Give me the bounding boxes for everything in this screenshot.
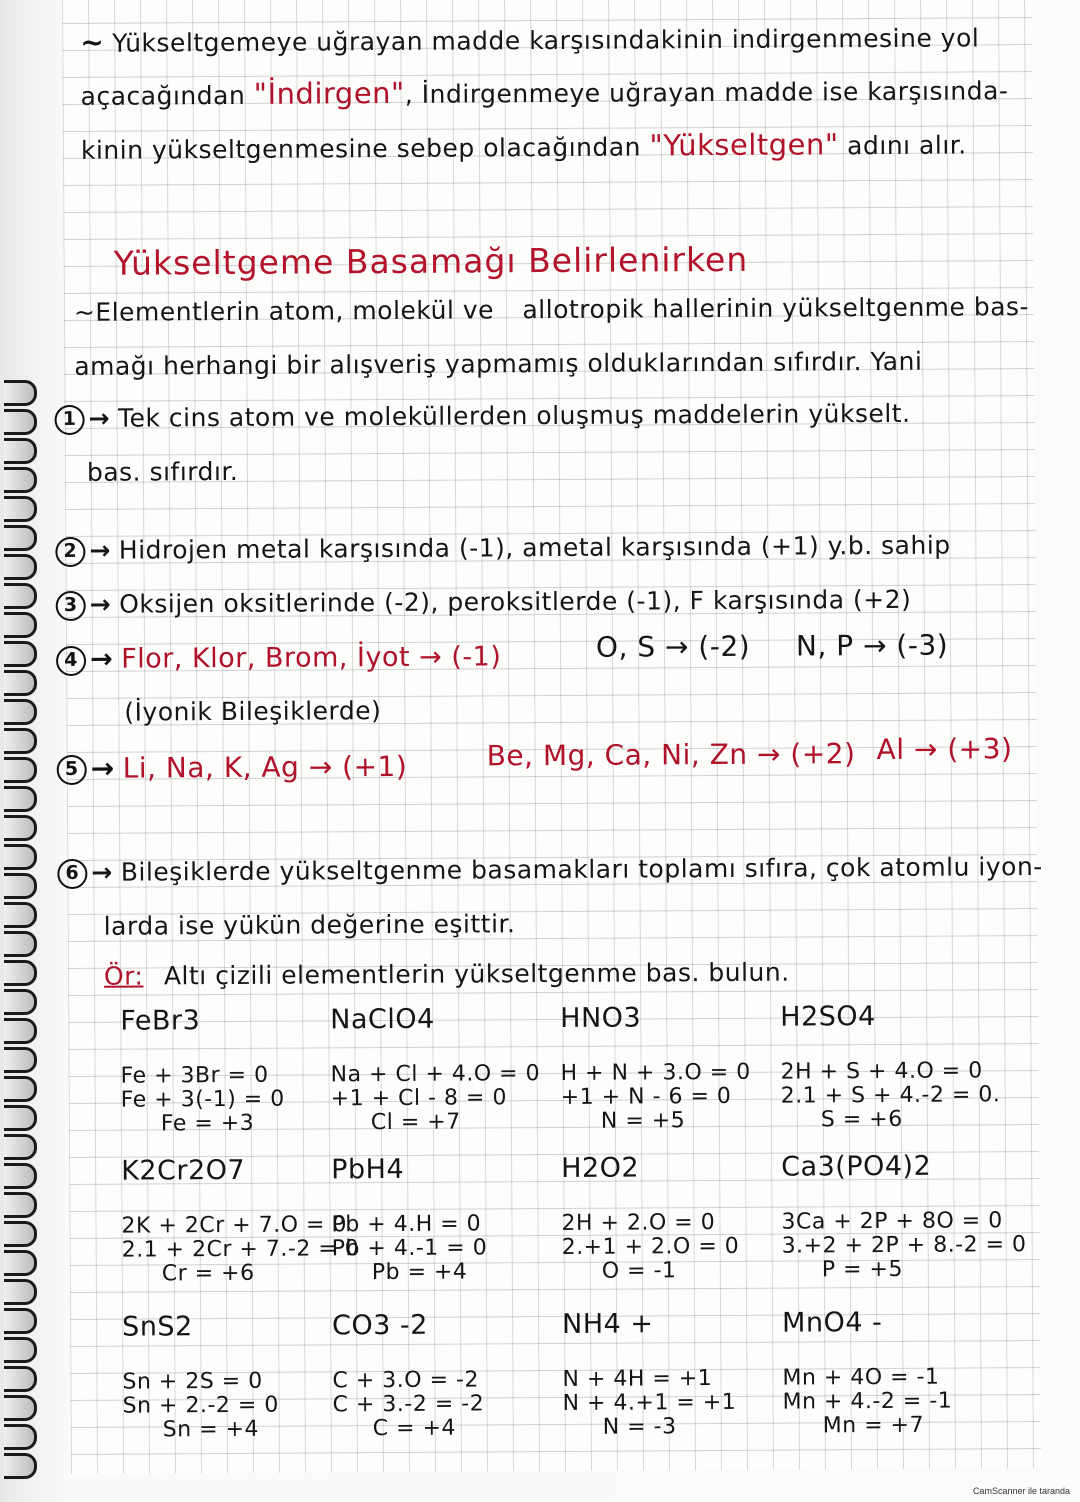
spiral-ring [4,1076,37,1102]
spiral-ring [4,1105,37,1131]
example-equation-line: 3.+2 + 2P + 8.-2 = 0 [781,1232,1027,1259]
example-equation-line: O = -1 [601,1258,677,1284]
intro-line-3c: adını alır. [847,130,967,161]
example-equation-line: 2.1 + S + 4.-2 = 0. [780,1082,1001,1109]
example-equation-line: C + 3.-2 = -2 [332,1391,485,1418]
spiral-ring [4,1018,37,1044]
example-equation-line: C = +4 [372,1415,457,1442]
rule-5 [57,750,408,785]
example-formula: NaClO4 [330,1003,435,1036]
example-equation-line: Pb + 4.H = 0 [331,1211,482,1238]
para-line-1-text: allotropik hallerinin yükseltgenme bas- [522,292,1030,325]
rule-4-line-1: Flor, Klor, Brom, İyot → (-1) [121,641,502,675]
rule-6-line-2: larda ise yükün değerine eşittir. [103,909,516,941]
rule-4-extra-np: N, P → (-3) [795,628,949,663]
grid-paper [62,0,1041,1474]
rule-2-line-1: Hidrojen metal karşısında (-1), ametal karşısında (+1) y.b. sahip [118,530,951,565]
spiral-ring [4,757,37,783]
example-equation-line: Mn = +7 [822,1412,925,1439]
arrow-right-icon: → [89,535,111,565]
example-equation-line: N + 4.+1 = +1 [562,1389,737,1416]
example-equation-line: Pb + 4.-1 = 0 [331,1235,488,1262]
spiral-ring [4,1308,37,1334]
rule-2 [55,531,950,567]
rule-number-badge: 1 [54,405,84,435]
rule-6 [57,852,1043,889]
rule-1-line-2: bas. sıfırdır. [86,456,239,487]
example-equation-line: 2H + S + 4.O = 0 [780,1058,983,1085]
spiral-ring [4,525,37,551]
spiral-ring [4,380,37,406]
example-equation-line: 2.1 + 2Cr + 7.-2 = 0 [121,1236,360,1263]
example-equation-line: Pb = +4 [371,1259,468,1286]
example-equation-line: H + N + 3.O = 0 [560,1059,751,1086]
example-equation-line: P = +5 [821,1256,903,1283]
spiral-ring [4,409,37,435]
intro-line-3 [81,126,967,165]
example-formula: NH4 + [562,1308,654,1340]
spiral-ring [4,1395,37,1421]
example-formula: MnO4 - [782,1307,883,1339]
term-indirgen: "İndirgen" [253,75,405,111]
example-equation-line: N = -3 [602,1414,677,1440]
example-equation-line: +1 + Cl - 8 = 0 [330,1085,507,1112]
example-equation-line: C + 3.O = -2 [332,1367,479,1394]
rule-3 [56,585,912,621]
spiral-ring [4,1134,37,1160]
spiral-ring [4,902,37,928]
para-prefix: ~Elementlerin atom, molekül ve [73,295,495,327]
spiral-ring [4,1453,37,1479]
example-formula: H2SO4 [780,1001,876,1033]
arrow-right-icon: → [91,857,113,887]
spiral-ring [4,1337,37,1363]
intro-line-2c: , İndirgenmeye uğrayan madde ise karşısında- [404,76,1009,109]
rule-5-extra-group2: Be, Mg, Ca, Ni, Zn → (+2) [486,737,856,773]
arrow-right-icon: → [89,643,114,675]
example-formula: FeBr3 [120,1005,201,1037]
example-equation-line: Sn + 2S = 0 [122,1368,263,1395]
example-prompt-text: Altı çizili elementlerin yükseltgenme bas. bulun. [163,957,790,991]
example-equation-line: Na + Cl + 4.O = 0 [330,1061,541,1088]
rule-4-extra-os: O, S → (-2) [595,629,751,664]
rule-number-badge: 6 [57,859,87,889]
arrow-right-icon: → [88,403,111,433]
rule-1-line-1: Tek cins atom ve moleküllerden oluşmuş maddelerin yükselt. [117,398,911,433]
example-formula: CO3 -2 [332,1309,429,1342]
section-title: Yükseltgeme Basamağı Belirlenirken [113,239,749,283]
example-label: Ör: [103,961,144,991]
term-yukseltgen: "Yükseltgen" [649,127,839,163]
arrow-right-icon: → [90,751,115,785]
example-equation-line: S = +6 [820,1106,903,1133]
spiral-ring [4,467,37,493]
spiral-ring [4,873,37,899]
example-equation-line: +1 + N - 6 = 0 [560,1083,732,1110]
spiral-ring [4,554,37,580]
spiral-ring [4,1250,37,1276]
example-equation-line: 2H + 2.O = 0 [561,1210,716,1236]
spiral-ring [4,1424,37,1450]
example-prompt [104,958,790,991]
spiral-ring [4,699,37,725]
example-equation-line: N = +5 [600,1108,686,1134]
spiral-ring [4,1221,37,1247]
rule-5-line-1: Li, Na, K, Ag → (+1) [122,749,408,785]
spiral-ring [4,670,37,696]
example-equation-line: Mn + 4O = -1 [782,1364,940,1391]
rule-number-badge: 3 [56,591,86,621]
example-equation-line: Fe + 3Br = 0 [120,1062,269,1089]
rule-3-line-1: Oksijen oksitlerinde (-2), peroksitlerde (-1), F karşısında (+2) [119,584,912,619]
spiral-ring [4,728,37,754]
example-equation-line: 2.+1 + 2.O = 0 [561,1233,740,1260]
rule-5-extra-al: Al → (+3) [876,732,1013,767]
intro-line-2 [81,72,1009,112]
spiral-ring [4,844,37,870]
example-equation-line: N + 4H = +1 [562,1366,713,1392]
rule-4 [56,641,501,675]
rule-4-line-2: (İyonik Bileşiklerde) [124,696,382,727]
spiral-ring [4,786,37,812]
example-equation-line: 3Ca + 2P + 8O = 0 [781,1208,1003,1235]
spiral-ring [4,815,37,841]
spiral-ring [4,612,37,638]
example-formula: PbH4 [331,1153,405,1186]
spiral-ring [4,1047,37,1073]
spiral-ring [4,931,37,957]
spiral-ring [4,1279,37,1305]
rule-number-badge: 2 [55,537,85,567]
spiral-ring [4,641,37,667]
rule-1 [54,399,910,435]
example-equation-line: Sn = +4 [162,1416,260,1443]
example-formula: Ca3(PO4)2 [781,1150,932,1183]
spiral-ring [4,496,37,522]
intro-line-1 [80,20,979,58]
spiral-ring [4,438,37,464]
section-para-line-2: amağı herhangi bir alışveriş yapmamış olduklarından sıfırdır. Yani [74,346,923,381]
rule-6-line-1: Bileşiklerde yükseltgenme basamakları toplamı sıfıra, çok atomlu iyon- [120,852,1043,887]
rule-number-badge: 4 [56,645,86,675]
intro-line-1-text: Yükseltgemeye uğrayan madde karşısındakinin indirgenmesine yol [112,23,980,58]
intro-line-3a: kinin yükseltgenmesine sebep olacağından [80,132,642,165]
arrow-right-icon: → [89,589,112,619]
tilde-marker-icon: ~ [80,25,105,59]
example-equation-line: Cr = +6 [161,1260,255,1287]
example-formula: SnS2 [122,1311,193,1343]
spiral-ring [4,1163,37,1189]
example-equation-line: Sn + 2.-2 = 0 [122,1392,279,1419]
spiral-ring [4,583,37,609]
spiral-ring [4,989,37,1015]
intro-line-2a: açacağından [80,80,246,111]
example-equation-line: 2K + 2Cr + 7.O = 0 [121,1212,347,1239]
example-formula: K2Cr2O7 [121,1154,246,1187]
example-equation-line: Fe + 3(-1) = 0 [120,1086,285,1113]
spiral-ring [4,1192,37,1218]
example-formula: H2O2 [561,1152,640,1184]
example-equation-line: Mn + 4.-2 = -1 [782,1388,953,1415]
spiral-ring [4,960,37,986]
scanner-watermark: CamScanner ile taranda [972,1486,1070,1496]
example-formula: HNO3 [560,1002,642,1034]
example-equation-line: Fe = +3 [160,1110,255,1137]
section-para-line-1 [74,292,1029,327]
rule-number-badge: 5 [57,755,87,785]
example-equation-line: Cl = +7 [370,1109,461,1136]
spiral-binding [0,0,58,1502]
spiral-ring [4,1366,37,1392]
